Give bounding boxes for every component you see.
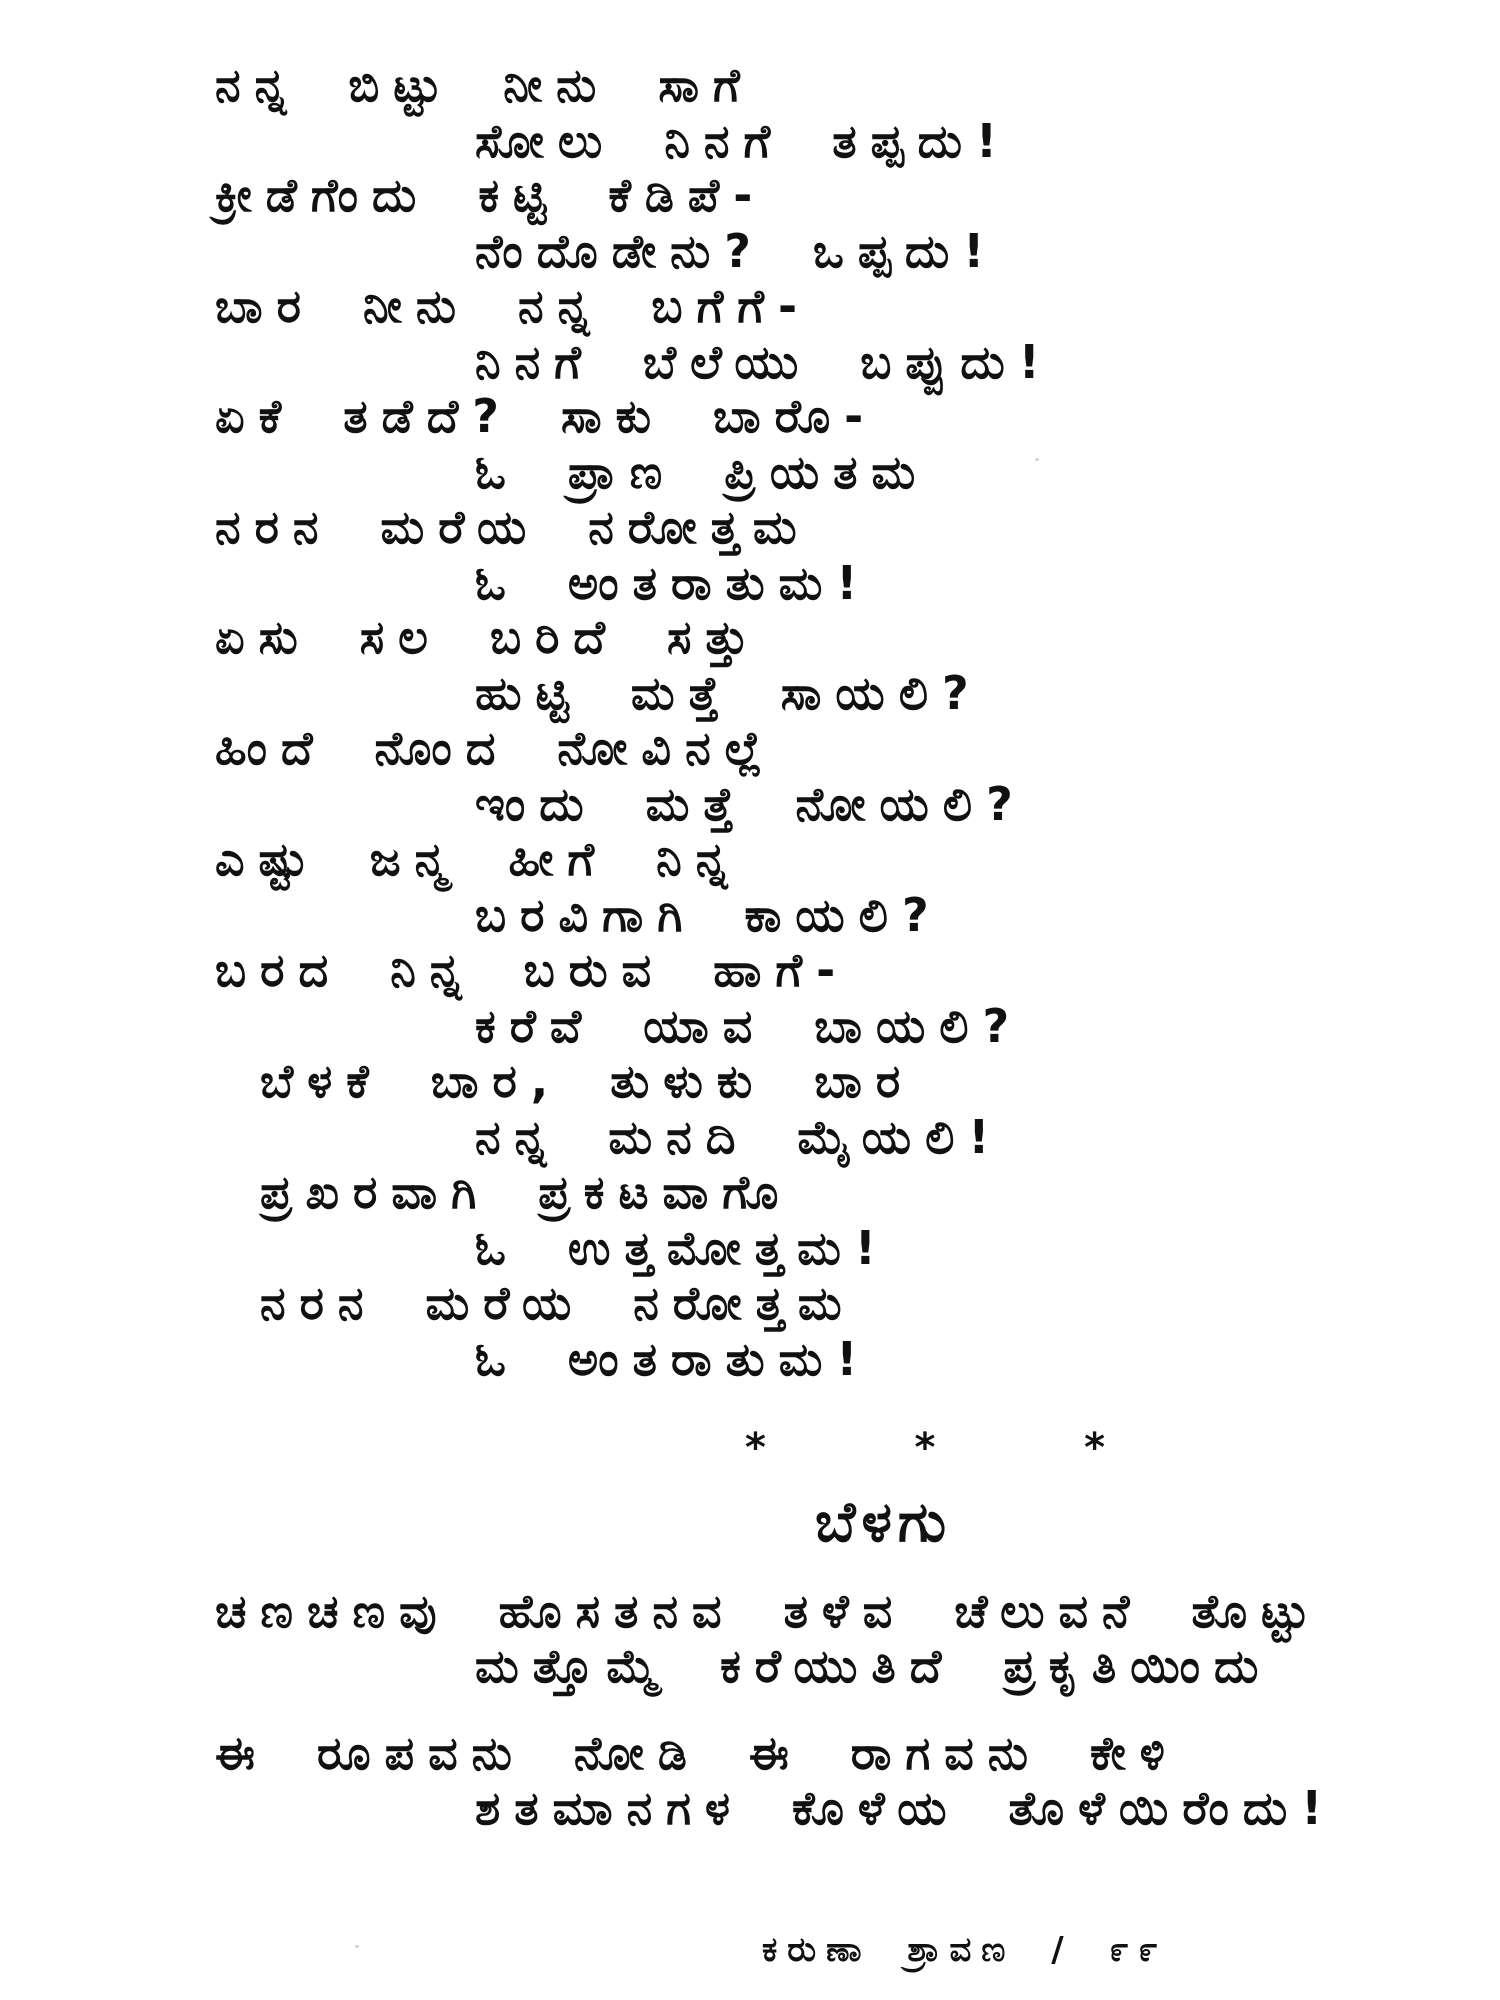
page-footer: ಕರುಣಾ ಶ್ರಾವಣ / ೯೯ bbox=[762, 1930, 1168, 1970]
poem-line: ಬಾರ ನೀನು ನನ್ನ ಬಗೆಗೆ- bbox=[215, 279, 812, 333]
poem-line: ನರನ ಮರೆಯ ನರೋತ್ತಮ bbox=[215, 500, 811, 554]
poem-line: ನನ್ನ ಬಿಟ್ಟು ನೀನು ಸಾಗೆ bbox=[215, 58, 754, 112]
separator-star: * bbox=[1084, 1425, 1105, 1471]
poem-line: ಏಕೆ ತಡೆದೆ? ಸಾಕು ಬಾರೊ- bbox=[215, 389, 878, 443]
poem-line: ಮತ್ತೊಮ್ಮೆ ಕರೆಯುತಿದೆ ಪ್ರಕೃತಿಯಿಂದು bbox=[475, 1639, 1273, 1693]
section-separator bbox=[745, 1425, 1105, 1471]
poem-line: ಈ ರೂಪವನು ನೋಡಿ ಈ ರಾಗವನು ಕೇಳಿ bbox=[215, 1726, 1179, 1780]
poem-line: ನಿನಗೆ ಬೆಲೆಯು ಬಪ್ಪುದು! bbox=[475, 335, 1054, 389]
poem-line: ಓ ಅಂತರಾತುಮ! bbox=[475, 556, 872, 610]
poem-line: ಬರದ ನಿನ್ನ ಬರುವ ಹಾಗೆ- bbox=[215, 943, 850, 997]
poem-line: ಬೆಳಕೆ ಬಾರ, ತುಳುಕು ಬಾರ bbox=[260, 1054, 915, 1108]
separator-star: * bbox=[745, 1425, 766, 1471]
poem-title: ಬೆಳಗು bbox=[815, 1490, 952, 1555]
poem-line: ನನ್ನ ಮನದಿ ಮೈಯಲಿ! bbox=[475, 1110, 1004, 1164]
poem-line: ಇಂದು ಮತ್ತೆ ನೋಯಲಿ? bbox=[475, 777, 1027, 831]
poem-line: ಚಣಚಣವು ಹೊಸತನವ ತಳೆವ ಚೆಲುವನೆ ತೊಟ್ಟು bbox=[215, 1584, 1324, 1638]
poem-line: ಓ ಪ್ರಾಣ ಪ್ರಿಯತಮ bbox=[475, 445, 930, 499]
poem-line: ಪ್ರಖರವಾಗಿ ಪ್ರಕಟವಾಗೊ bbox=[260, 1165, 793, 1219]
poem-line: ಬರವಿಗಾಗಿ ಕಾಯಲಿ? bbox=[475, 888, 943, 942]
poem-line: ಸೋಲು ನಿನಗೆ ತಪ್ಪದು! bbox=[475, 114, 1011, 168]
poem-line: ಓ ಉತ್ತಮೋತ್ತಮ! bbox=[475, 1221, 890, 1275]
scan-speck bbox=[355, 1945, 359, 1948]
poem-line: ಓ ಅಂತರಾತುಮ! bbox=[475, 1332, 872, 1386]
poem-line: ಹುಟ್ಟಿ ಮತ್ತೆ ಸಾಯಲಿ? bbox=[475, 666, 983, 720]
poem-line: ಕ್ರೀಡೆಗೆಂದು ಕಟ್ಟಿ ಕೆಡಿಪೆ- bbox=[215, 168, 767, 222]
poem-line: ಏಸು ಸಲ ಬರಿದೆ ಸತ್ತು bbox=[215, 610, 763, 664]
poem-line: ನರನ ಮರೆಯ ನರೋತ್ತಮ bbox=[260, 1276, 856, 1330]
poem-line: ಕರೆವೆ ಯಾವ ಬಾಯಲಿ? bbox=[475, 999, 1024, 1053]
poem-line: ಶತಮಾನಗಳ ಕೊಳೆಯ ತೊಳೆಯಿರೆಂದು! bbox=[475, 1781, 1337, 1835]
poem-line: ನೆಂದೊಡೇನು? ಒಪ್ಪದು! bbox=[475, 224, 999, 278]
poem-line: ಹಿಂದೆ ನೊಂದ ನೋವಿನಲ್ಲೆ bbox=[215, 721, 776, 775]
scan-speck bbox=[1035, 458, 1039, 461]
poem-line: ಎಷ್ಟು ಜನ್ಮ ಹೀಗೆ ನಿನ್ನ bbox=[215, 832, 742, 886]
separator-star: * bbox=[914, 1425, 936, 1471]
